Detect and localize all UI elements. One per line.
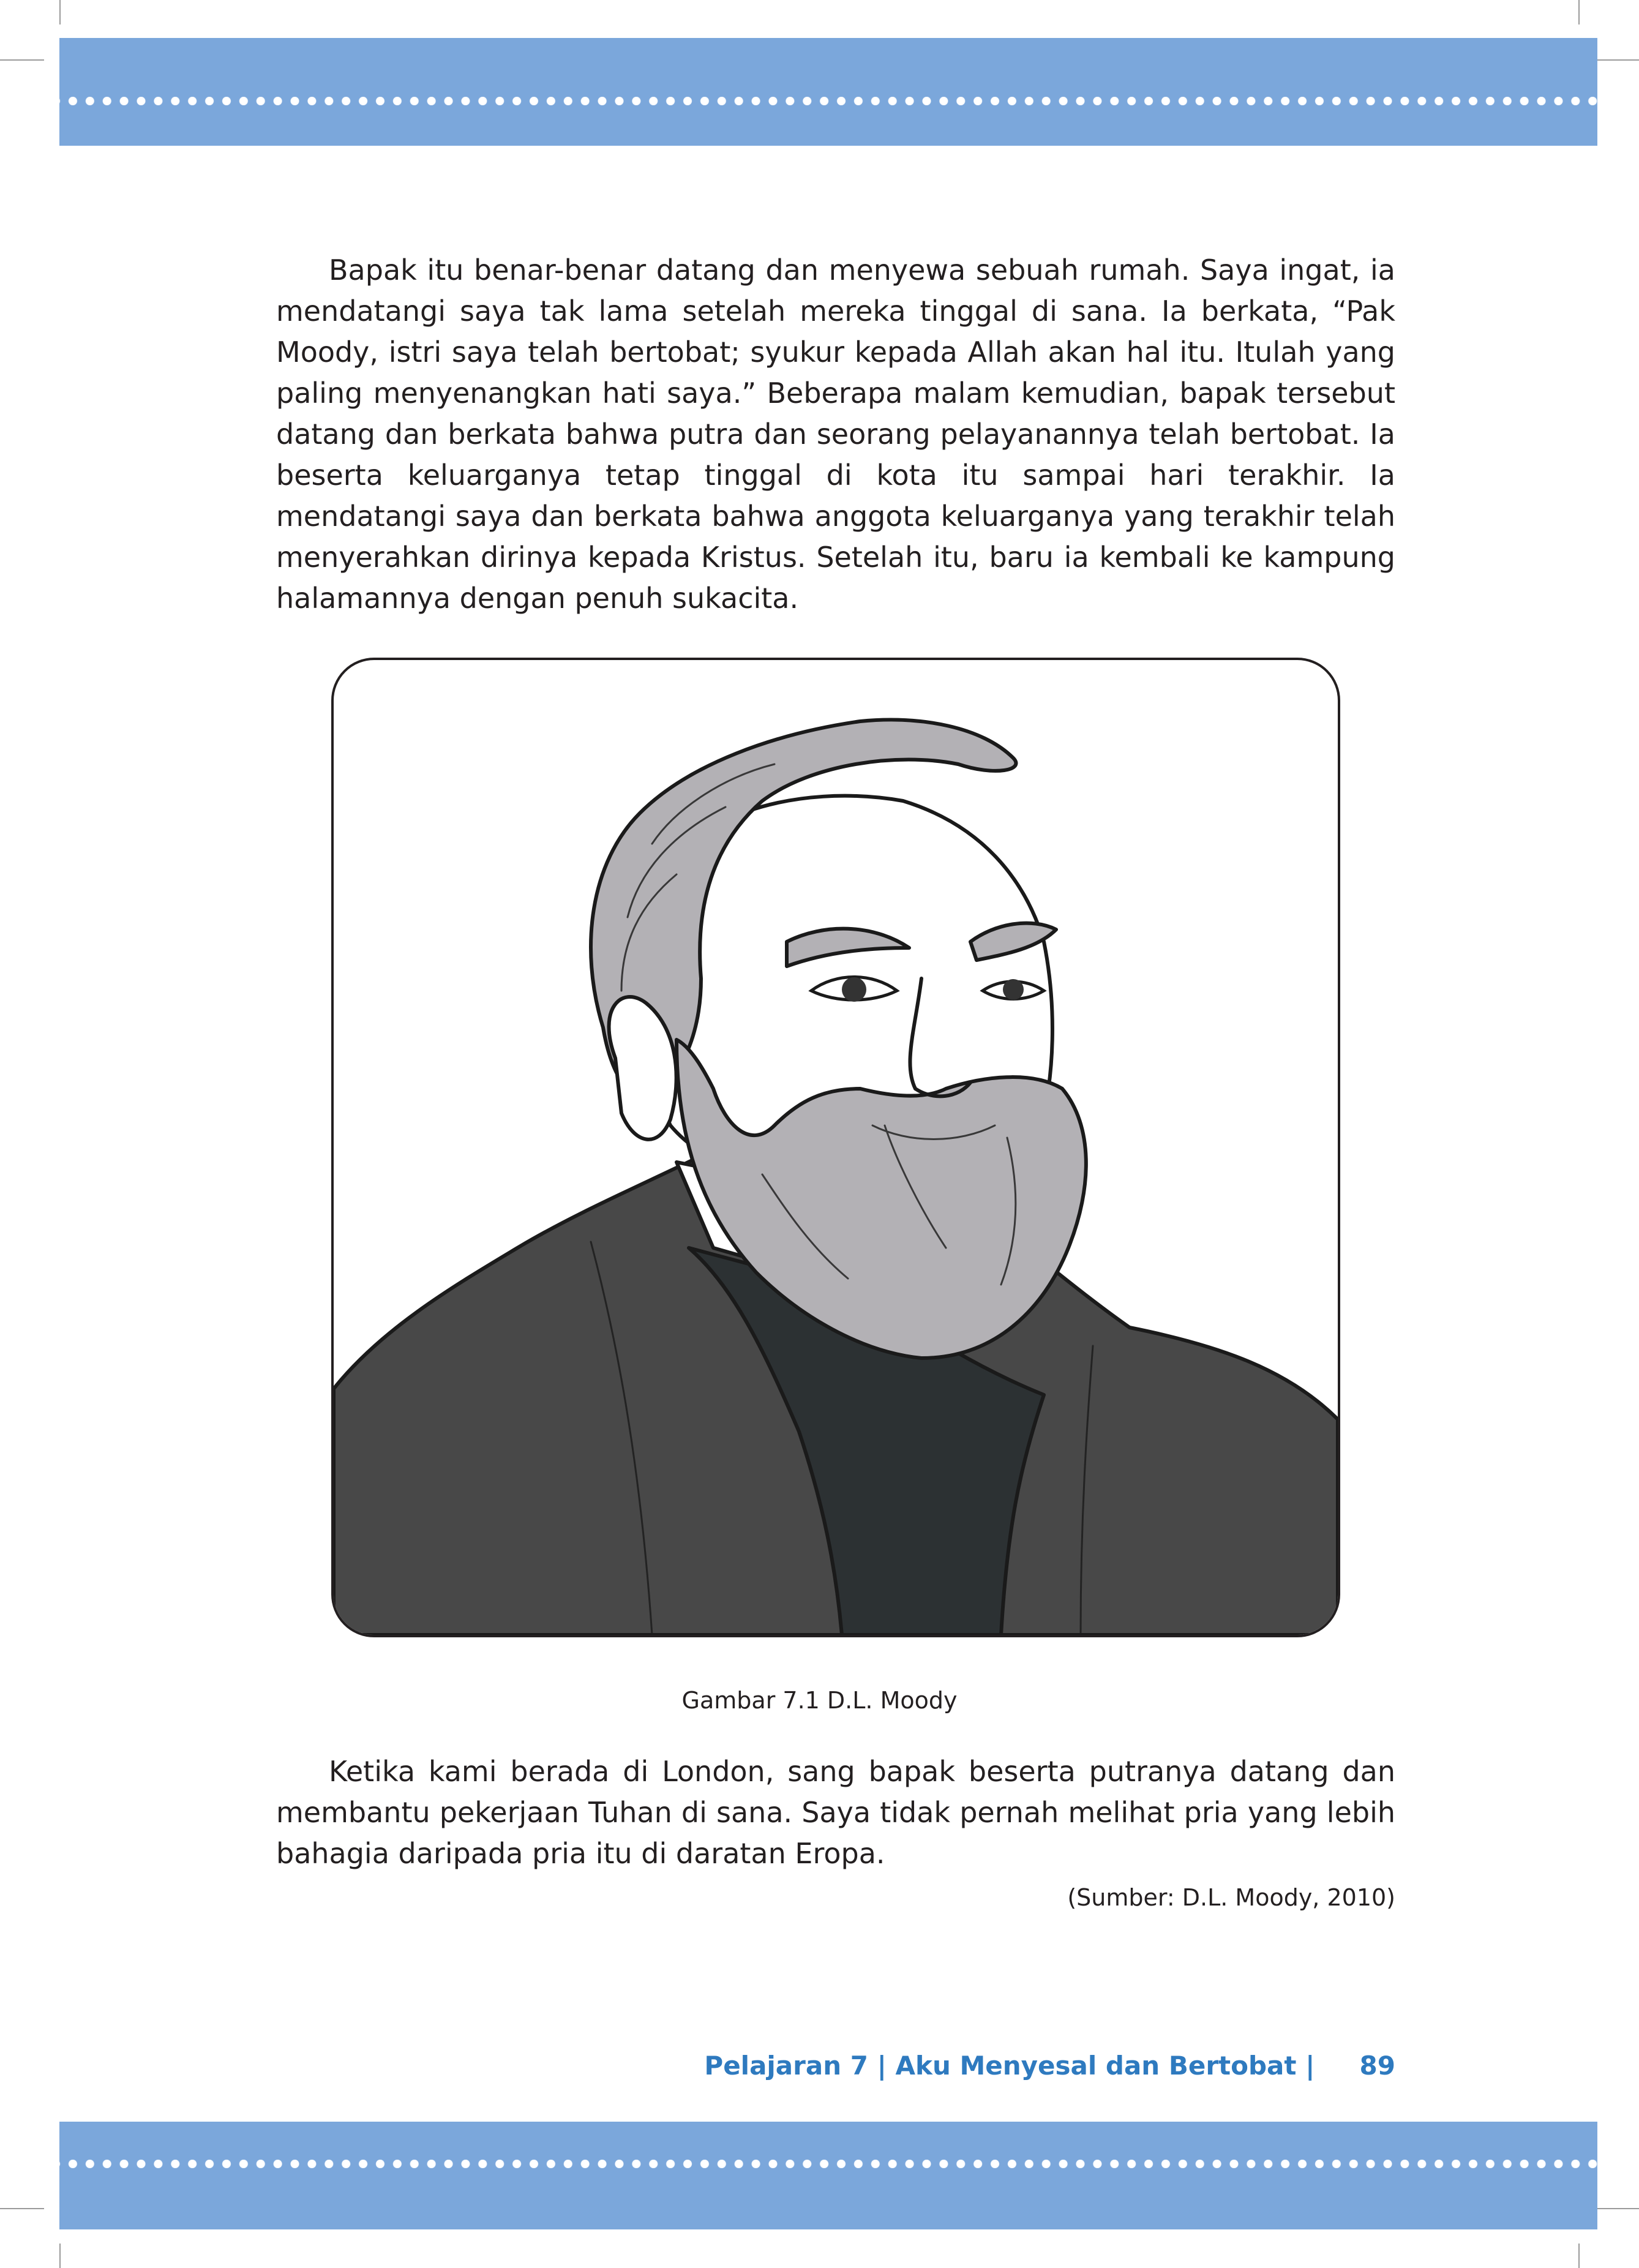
crop-mark [1595, 2208, 1639, 2209]
header-band [59, 38, 1597, 146]
crop-mark [0, 2208, 44, 2209]
page-number: 89 [1359, 2051, 1395, 2081]
dotted-line [59, 97, 1597, 105]
paragraph-2: Ketika kami berada di London, sang bapak beserta putranya datang dan membantu pekerjaan Tuhan di sana. Saya tidak pernah melihat pria yang lebih bahagia daripada pria itu di daratan Eropa. [276, 1755, 1395, 1870]
figure-caption: Gambar 7.1 D.L. Moody [681, 1687, 958, 1714]
paragraph-1: Bapak itu benar-benar datang dan menyewa sebuah rumah. Saya ingat, ia mendatangi saya tak lama setelah mereka tinggal di sana. Ia berkata, “Pak Moody, istri saya telah bertobat; syukur kepada Allah akan hal itu. Itulah yang paling menyenangkan hati saya.” Beberapa malam kemudian, bapak tersebut datang dan berkata bahwa putra dan seorang pelayanannya telah bertobat. Ia beserta keluarganya tetap tinggal di kota itu sampai hari terakhir. Ia mendatangi saya dan berkata bahwa anggota keluarganya yang terakhir telah menyerahkan dirinya kepada Kristus. Setelah itu, baru ia kembali ke kampung halamannya dengan penuh sukacita. [276, 253, 1395, 615]
moody-portrait-illustration [334, 660, 1338, 1635]
crop-mark [1578, 2244, 1580, 2268]
source-citation: (Sumber: D.L. Moody, 2010) [1067, 1884, 1395, 1911]
crop-mark [59, 2244, 61, 2268]
left-pupil-shape [842, 977, 866, 1002]
moody-portrait-figure [331, 658, 1340, 1637]
lesson-title: Pelajaran 7 | Aku Menyesal dan Bertobat | [704, 2051, 1315, 2081]
crop-mark [0, 59, 44, 61]
crop-mark [59, 0, 61, 24]
crop-mark [1578, 0, 1580, 24]
dotted-line [59, 2160, 1597, 2168]
page-footer [704, 2051, 1395, 2081]
crop-mark [1595, 59, 1639, 61]
footer-band [59, 2122, 1597, 2229]
right-pupil-shape [1003, 979, 1024, 1000]
